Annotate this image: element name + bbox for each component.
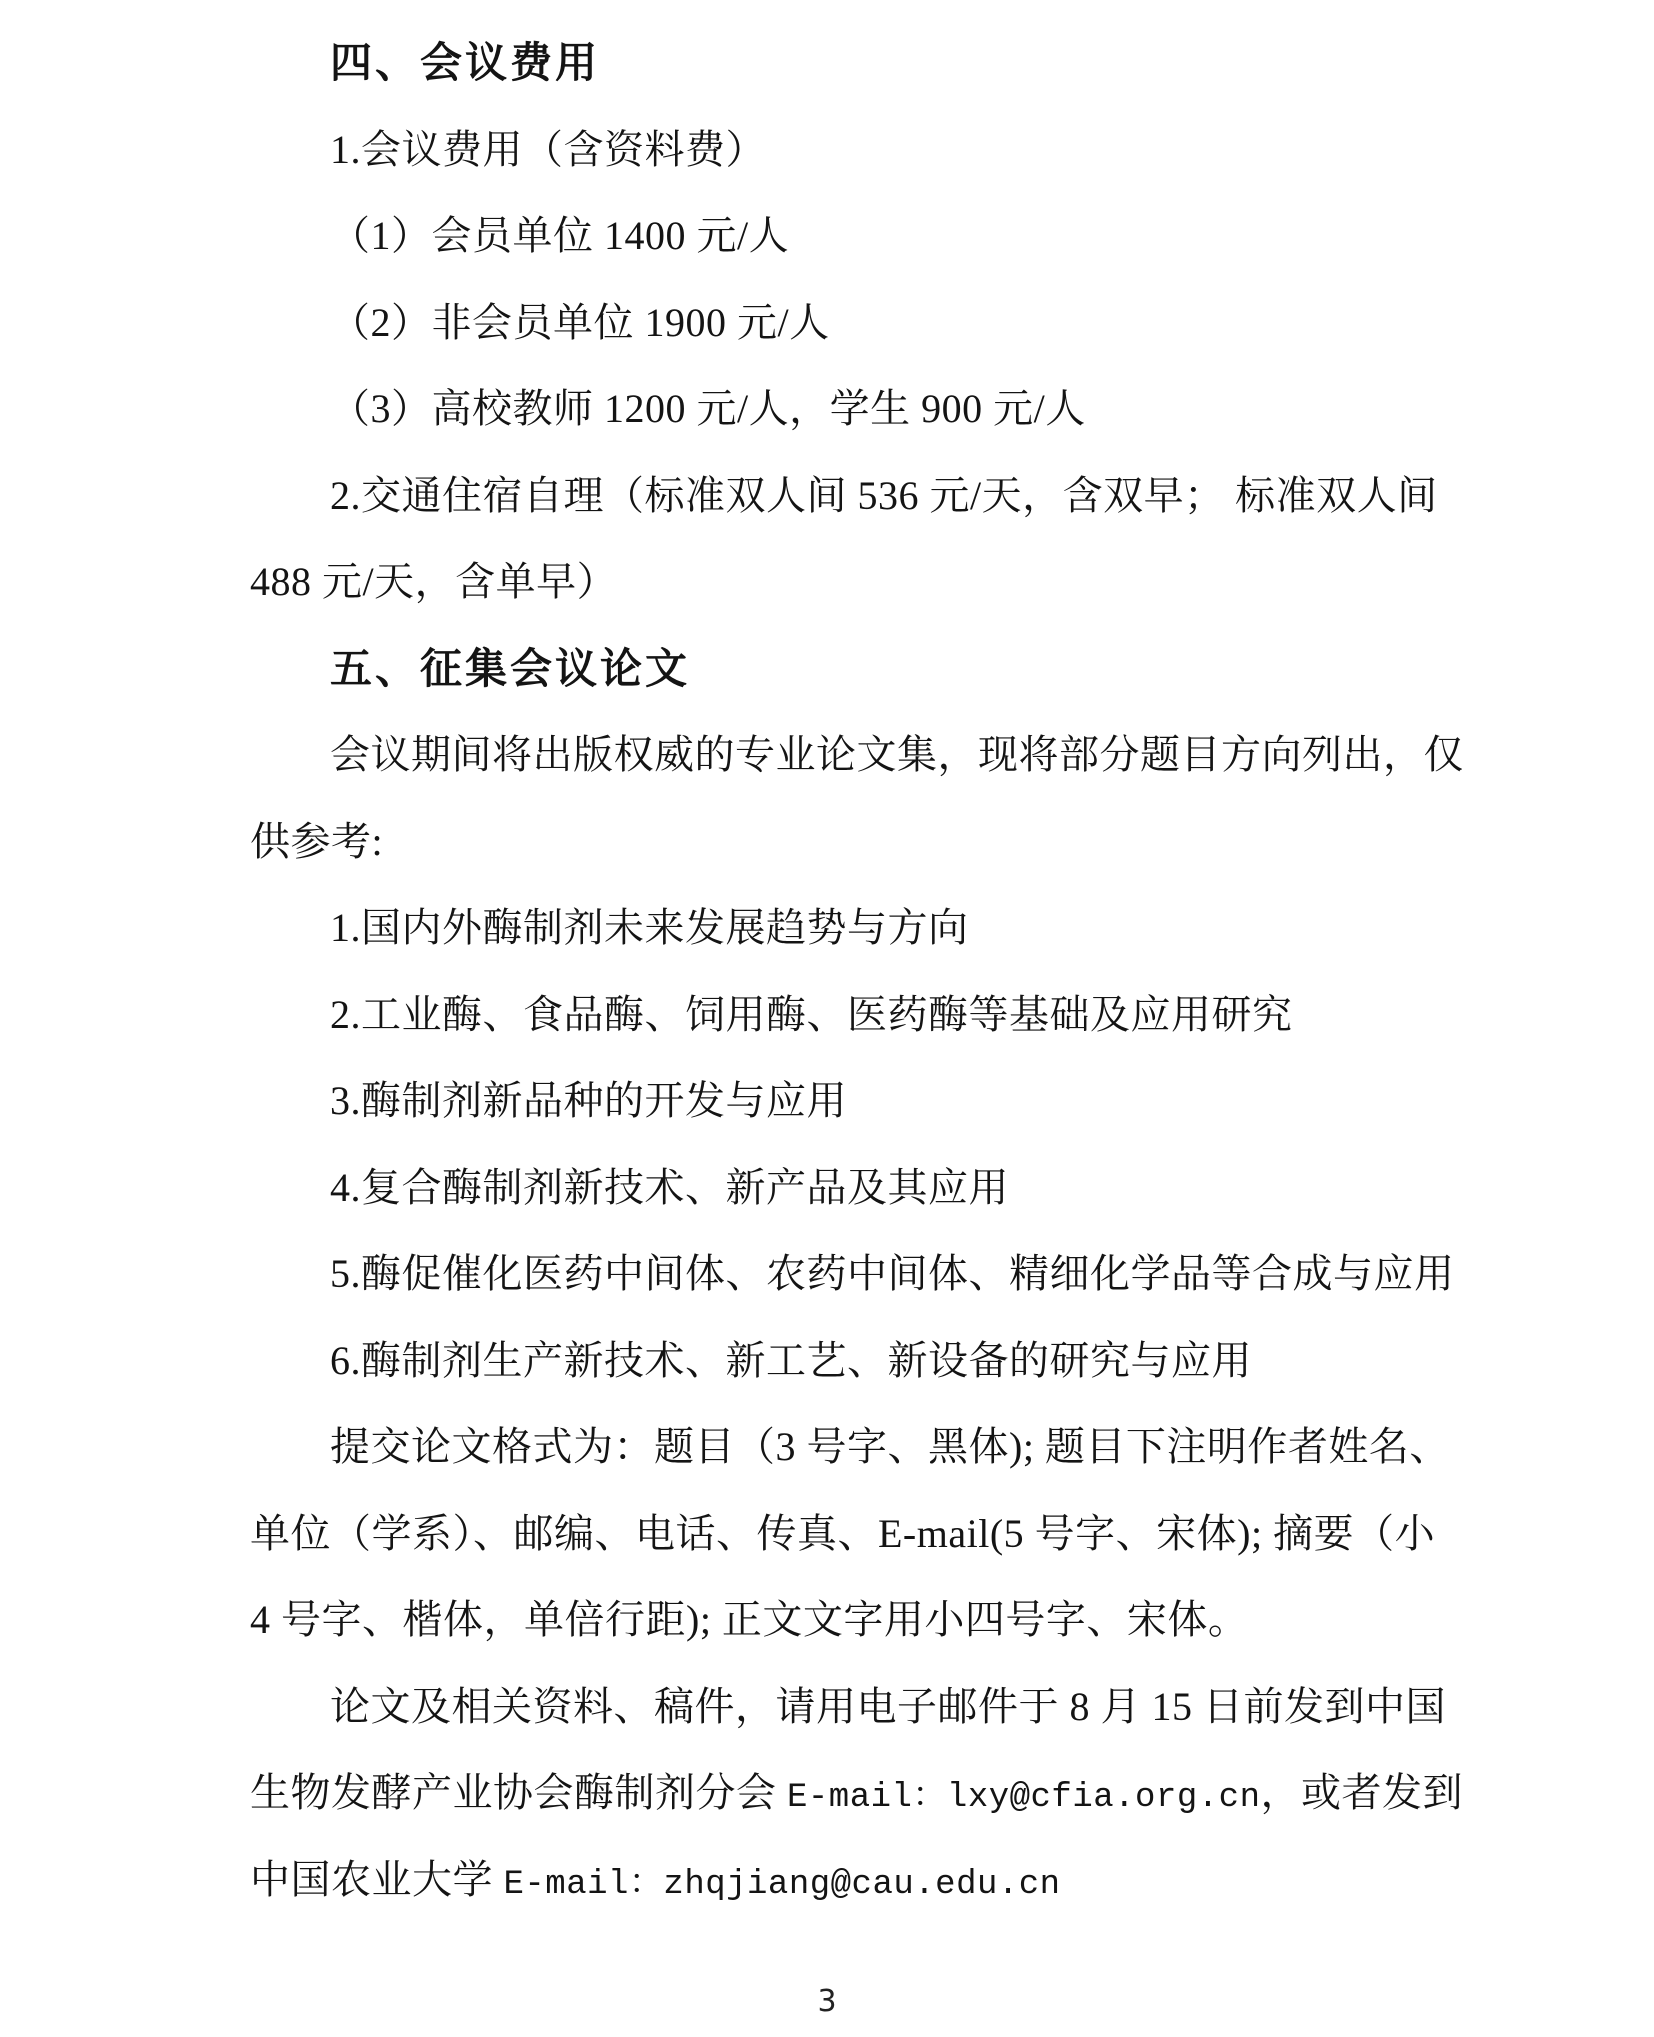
- submit-line-2-tail: ，或者发到: [1260, 1770, 1463, 1815]
- format-line-1: 提交论文格式为：题目（3 号字、黑体); 题目下注明作者姓名、: [330, 1424, 1450, 1469]
- section-papers-heading: 五、征集会议论文: [330, 644, 691, 692]
- topic-item-1: 1.国内外酶制剂未来发展趋势与方向: [330, 905, 969, 950]
- rate-nonmember-line: （2）非会员单位 1900 元/人: [330, 299, 830, 345]
- format-line-2: 单位（学系）、邮编、电话、传真、E-mail(5 号字、宋体); 摘要（小: [250, 1510, 1436, 1556]
- lodging-line-1: 2.交通住宿自理（标准双人间 536 元/天，含双早； 标准双人间: [330, 472, 1438, 518]
- topic-item-3: 3.酶制剂新品种的开发与应用: [330, 1078, 847, 1123]
- papers-intro-line-2: 供参考:: [250, 818, 384, 864]
- submit-line-3: [250, 1837, 1412, 1924]
- rate-member-line: （1）会员单位 1400 元/人: [330, 213, 790, 258]
- submit-line-2-text: 生物发酵产业协会酶制剂分会: [250, 1770, 787, 1815]
- topic-item-6: 6.酶制剂生产新技术、新工艺、新设备的研究与应用: [330, 1337, 1252, 1383]
- lodging-line-2: 488 元/天，含单早）: [250, 559, 618, 604]
- document-body: [250, 20, 1464, 1923]
- topic-item-4: 4.复合酶制剂新技术、新产品及其应用: [330, 1164, 1009, 1210]
- page-number: 3: [817, 1984, 837, 2019]
- papers-intro-line-1: 会议期间将出版权威的专业论文集，现将部分题目方向列出，仅: [330, 732, 1464, 777]
- email-cfia-text: E-mail：lxy@cfia.org.cn: [787, 1779, 1261, 1817]
- rate-teacher-student-line: （3）高校教师 1200 元/人，学生 900 元/人: [330, 386, 1086, 431]
- topic-item-2: 2.工业酶、食品酶、饲用酶、医药酶等基础及应用研究: [330, 991, 1293, 1037]
- submit-line-1: 论文及相关资料、稿件，请用电子邮件于 8 月 15 日前发到中国: [330, 1683, 1446, 1729]
- submit-line-3-text: 中国农业大学: [250, 1856, 504, 1902]
- topic-item-5: 5.酶促催化医药中间体、农药中间体、精细化学品等合成与应用: [330, 1251, 1455, 1296]
- fee-intro-line: 1.会议费用（含资料费）: [330, 126, 766, 172]
- section-fee-heading: 四、会议费用: [330, 39, 601, 86]
- format-line-3: 4 号字、楷体，单倍行距); 正文文字用小四号字、宋体。: [250, 1597, 1249, 1642]
- email-cau-text: E-mail：zhqjiang@cau.edu.cn: [503, 1865, 1061, 1904]
- submit-line-2: [250, 1750, 1463, 1837]
